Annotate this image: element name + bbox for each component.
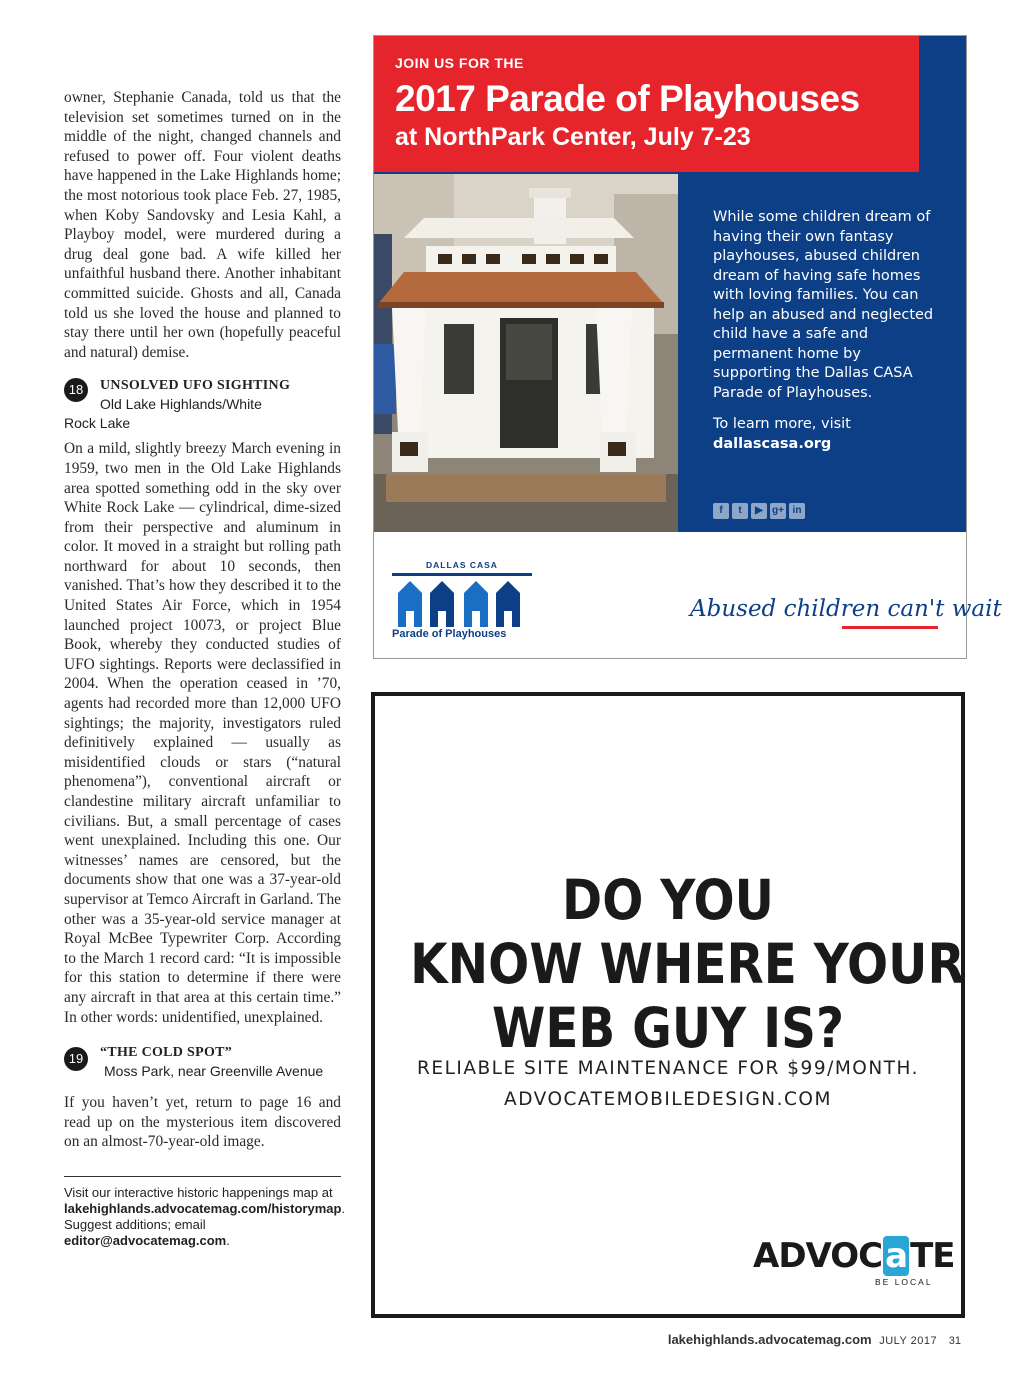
ad-headline-line3: WEB GUY IS?: [491, 996, 845, 1060]
section-19-body: If you haven’t yet, return to page 16 and read up on the mysterious item discovered on an almost-70-year-old image.: [64, 1094, 341, 1151]
logo-accent-letter: a: [883, 1236, 909, 1276]
ad-body-copy: While some children dream of having their own fantasy playhouses, abused children dream of having safe homes with loving families. You can help an abused and neglected child have a safe and permanent home by supporting the Dallas CASA Parade of Playhouses.: [713, 209, 934, 401]
footnote-text: . Suggest additions; email: [64, 1200, 346, 1232]
facebook-icon[interactable]: f: [713, 503, 729, 519]
ad-title: 2017 Parade of Playhouses: [395, 78, 860, 119]
advocate-logo: [753, 1236, 955, 1276]
ad-slogan: Abused children can't wait: [690, 596, 1002, 622]
twitter-icon[interactable]: t: [732, 503, 748, 519]
page-number: 31: [948, 1335, 961, 1347]
section-location: Old Lake Highlands/White: [100, 396, 262, 413]
editor-email-link[interactable]: editor@advocatemag.com: [64, 1232, 227, 1248]
logo-top-text: DALLAS CASA: [426, 560, 498, 570]
logo-text: TE: [910, 1236, 955, 1276]
web-design-ad[interactable]: [371, 692, 965, 1318]
learn-more-label: To learn more, visit: [713, 416, 851, 432]
footer-site[interactable]: lakehighlands.advocatemag.com: [667, 1332, 872, 1347]
ad-subline: RELIABLE SITE MAINTENANCE FOR $99/MONTH.: [417, 1058, 919, 1079]
dallas-casa-logo: [392, 560, 532, 644]
ad-learn-more: [713, 414, 938, 454]
logo-text: ADVOC: [753, 1236, 883, 1276]
googleplus-icon[interactable]: g+: [770, 503, 786, 519]
ad-kicker: JOIN US FOR THE: [395, 55, 524, 71]
footnote-text: .: [226, 1232, 230, 1248]
linkedin-icon[interactable]: in: [789, 503, 805, 519]
section-number-badge: 19: [64, 1047, 88, 1071]
section-title: UNSOLVED UFO SIGHTING: [100, 378, 291, 394]
youtube-icon[interactable]: ▶: [751, 503, 767, 519]
ad-subtitle: at NorthPark Center, July 7-23: [395, 123, 751, 151]
historymap-link[interactable]: lakehighlands.advocatemag.com/historymap: [64, 1200, 342, 1216]
slogan-underline: [842, 626, 938, 629]
social-icons: [713, 503, 805, 519]
section-location: Moss Park, near Greenville Avenue: [104, 1063, 324, 1080]
article-intro: owner, Stephanie Canada, told us that the television set sometimes turned on in the middle of the night, changed channels and refused to power off. Four violent deaths have happened in the Lake Highlands home; the most notorious took place Feb. 27, 1985, when Koby Sandovsky and Lesia Kahl, a Playboy model, were murdered during a drug deal gone bad. A wife killed her unfaithful husband there. Another inhabitant committed suicide. Ghosts and all, Canada told us she loved the house and planned to stay there until her own (hopefully peaceful and natural) demise.: [64, 89, 341, 361]
article-column: [64, 88, 346, 1249]
ad-headline-line1: DO YOU: [562, 868, 774, 932]
dallascasa-link[interactable]: dallascasa.org: [713, 436, 832, 452]
logo-tagline: BE LOCAL: [875, 1277, 933, 1287]
advocatemobiledesign-link[interactable]: ADVOCATEMOBILEDESIGN.COM: [504, 1089, 832, 1110]
footnote-text: Visit our interactive historic happenings map at: [64, 1184, 333, 1200]
playhouses-ad[interactable]: [373, 35, 1002, 659]
section-18-body: On a mild, slightly breezy March evening in 1959, two men in the Old Lake Highlands area spotted something odd in the sky over White Rock Lake — cylindrical, dime-sized from their perspective and aluminum in color. It moved in a straight but rolling path northward for about 10 seconds, then vanished. That’s how they described it to the United States Air Force, which in 1954 launched project 10073, or project Blue Book, whereby they conducted studies of UFO sightings. Reports were declassified in 2004. When the operation ceased in ’70, agents had recorded more than 12,000 UFO sightings; the majority, investigators ruled definitively explained — usually as misidentified clouds or stars (“natural phenomena”), conventional aircraft or clandestine military aircraft unfamiliar to civilians. But, a small percentage of cases went unexplained. Including this one. Our witnesses’ names are censored, but the documents show that one was a 37-year-old supervisor at Temco Aircraft in Garland. The other was a 35-year-old service manager at Royal McBee Typewriter Corp. According to the March 1 record card: “It is impossible for this station to determine if there were any aircraft in that area at this certain time.” In other words: unidentified, unexplained.: [64, 440, 341, 1026]
page-footer: [668, 1332, 961, 1347]
footer-date: JULY 2017: [879, 1335, 938, 1347]
playhouse-photo: [374, 174, 678, 532]
logo-bottom-text: Parade of Playhouses: [392, 628, 507, 640]
footnote: [64, 1184, 346, 1249]
section-title: “THE COLD SPOT”: [100, 1045, 233, 1061]
section-19-header: [64, 1043, 341, 1087]
section-location-cont: Rock Lake: [64, 415, 131, 432]
ad-headline-line2: KNOW WHERE YOUR: [410, 932, 965, 996]
section-number-badge: 18: [64, 378, 88, 402]
houses-icon: [392, 571, 532, 627]
footnote-divider: [64, 1176, 341, 1177]
section-18-header: [64, 376, 341, 433]
ad-red-header: [374, 36, 919, 172]
